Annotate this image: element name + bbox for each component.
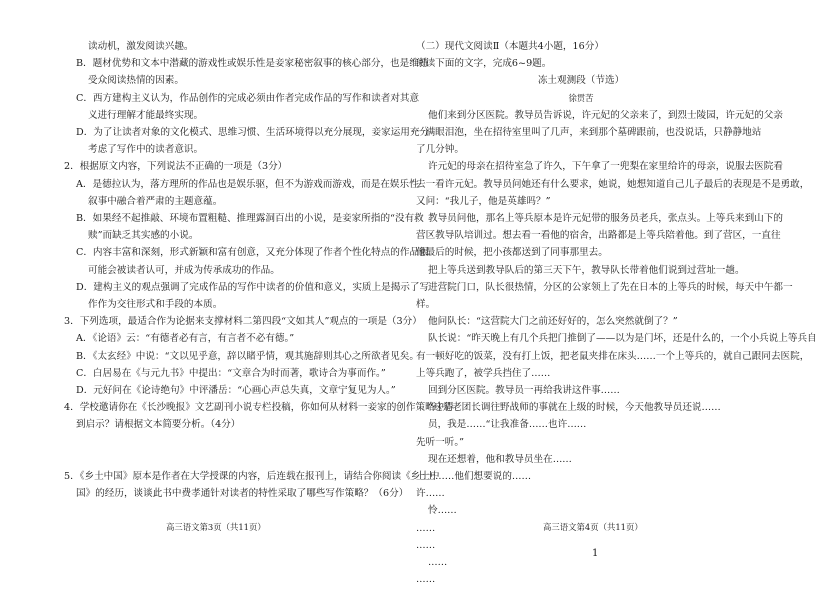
text-line: D．为了让读者对象的文化模式、思维习惯、生活环境得以充分展现，妾家运用充分 [76,127,430,139]
passage-line: 他问队长：“这营院大门之前还好好的，怎么突然就倒了？” [428,316,678,328]
right-column [416,38,817,589]
article-author: 徐贯苦 [568,92,594,103]
article-title: 冻土观测段（节选） [537,75,625,87]
text-line: 作作为交往形式和手段的本质。 [88,299,223,311]
passage-line: 上士……他们想要说的…… [416,471,532,483]
text-line: D．元好问在《论诗绝句》中评潘岳：“心画心声总失真，文章宁复见为人。” [76,385,396,397]
text-line: A．《论语》云：“有德者必有言，有言者不必有德。” [76,333,295,345]
text-line: B．如果经不起推敲、环境布置粗糙、推理露洞百出的小说，是妾家所指的“没有救 [76,213,424,225]
text-line: 考虑了写作中的读者意识。 [88,144,204,156]
question-line: 国》的经历，谈谈此书中费孝通针对读者的特性采取了哪些写作策略？（6分） [76,487,409,499]
text-line: 2．根据原文内容，下列说法不正确的一项是（3分） [64,161,288,173]
passage-line: 许元妃的母亲在招待室急了许久，下午拿了一兜梨在家里给许的母亲，说服去医院看 [428,161,783,173]
page-footer-right: 高三语文第4页（共11页） [543,522,643,532]
passage-line: 现在还想着，他和教导员坐在…… [428,453,572,465]
text-line: 义进行理解才能最终实现。 [88,109,204,121]
passage-line: 把上等兵送到教导队后的第三天下午，教导队长带着他们说到过营址一趟。 [428,264,745,276]
passage-line: 教导员问他，那名上等兵原本是许元妃带的服务员老兵，张点头。上等兵来到山下的 [428,213,783,225]
passage-line: 怜…… [428,505,457,517]
passage-line: 队长说：“昨天晚上有几个兵把门推倒了——以为是门坏，还是什么的，一个小兵说上等兵自 [428,333,817,345]
passage-line: 他最后的时候，把小孩都送到了同事那里去。 [416,247,608,259]
text-line: 读动机，激发阅读兴趣。 [88,41,194,52]
text-line: C．内容丰富和深刻，形式新颖和富有创意，又充分体现了作者个性化特点的作品很 [76,247,429,259]
text-line: 4．学校邀请你在《长沙晚报》文艺副刊小说专栏投稿，你如何从材料一妾家的创作策略中得 [64,402,454,414]
passage-line: 员，我是……“让我准备……也许…… [428,419,587,431]
passage-line: 有一顿好吃的饭菜，没有打上饭，把老鼠夹排在床头……一个上等兵的，就自己跟同去医院， [416,350,810,362]
passage-line: 营区教导队培训过。想去看一看他的宿舍，出路都是上等兵陪着他。到了营区，一直往 [416,230,781,242]
text-line: 3．下列选项，最适合作为论据来支撑材料二第四段“文如其人”观点的一项是（3分） [64,316,422,328]
section-heading: （二）现代文阅读Ⅱ（本题共4小题，16分） [416,41,604,52]
text-line: D．建构主义的观点强调了完成作品的写作中读者的价值和意义，实质上是揭示了写 [76,281,430,293]
text-line: B．《太玄经》中说：“文以见乎意，辞以睹乎情，观其施辞则其心之所欲者见矣。 [76,350,419,362]
answer-space [64,434,384,468]
passage-line: 先听一听。” [416,436,465,448]
passage-line: …… [416,522,436,534]
text-line: C．西方建构主义认为，作品创作的完成必须由作者完成作品的写作和读者对其意 [76,92,420,104]
passage-line: 回到分区医院。教导员一再给我讲这件事…… [428,385,620,397]
passage-line: …… [428,557,448,569]
text-line: 到启示？请根据文本简要分析。（4分） [76,419,241,431]
passage-line: “这是老团长调往野战师的事就在上级的时候，今天他教导员还说…… [428,402,721,414]
passage-line: 一满眼泪泡，坐在招待室里叫了几声，来到那个墓碑跟前，也没说话，只静静地站 [416,127,762,139]
text-line: C．白居易在《与元九书》中提出：“文章合为时而著，歌诗合为事而作。” [76,367,386,379]
text-line: 赎”而缺乏其实感的小说。 [88,230,199,242]
text-line: A．是德拉认为，落方理所的作品也是娱乐驱，但不为游戏而游戏，而是在娱乐性 [76,178,419,190]
passage-line: 了几分钟。 [416,144,464,156]
passage-line: 样。 [416,299,436,311]
text-line: 叙事中融合着严肃的主题意蕴。 [88,195,223,207]
passage-line: …… [416,539,436,551]
page-number: 1 [592,548,599,559]
text-line: 可能会被读者认可，并成为传承成功的作品。 [88,264,280,276]
text-line: B．题材优势和文本中潜藏的游戏性或娱乐性是妾家秘密叙事的核心部分，也是维持 [76,58,429,70]
passage-line: 去一看许元妃。教导员问她还有什么要求，她说，她想知道自己儿子最后的表现是不是勇敢， [416,178,810,190]
text-line: 受众阅读热情的因素。 [88,75,184,87]
passage-line: 许…… [416,488,445,500]
passage-line: 进营院门口，队长很热情，分区的公家领上了先在日本的上等兵的时候，每天中午都一 [428,281,793,293]
passage-line: 他们来到分区医院。教导员告诉说，许元妃的父亲来了，到烈士陵园，许元妃的父亲 [428,109,783,121]
page-footer-left: 高三语文第3页（共11页） [166,522,266,532]
passage-line: …… [416,574,436,586]
reading-instruction: 阅读下面的文字，完成6~9题。 [416,58,552,70]
passage-line: 上等兵跑了，被学兵挡住了…… [416,367,551,379]
passage-line: 又问：“我儿子，他是英雄吗？” [416,195,551,207]
question-line: 5．《乡土中国》原本是作者在大学授课的内容，后连载在报刊上，请结合你阅读《乡土中 [64,470,440,482]
